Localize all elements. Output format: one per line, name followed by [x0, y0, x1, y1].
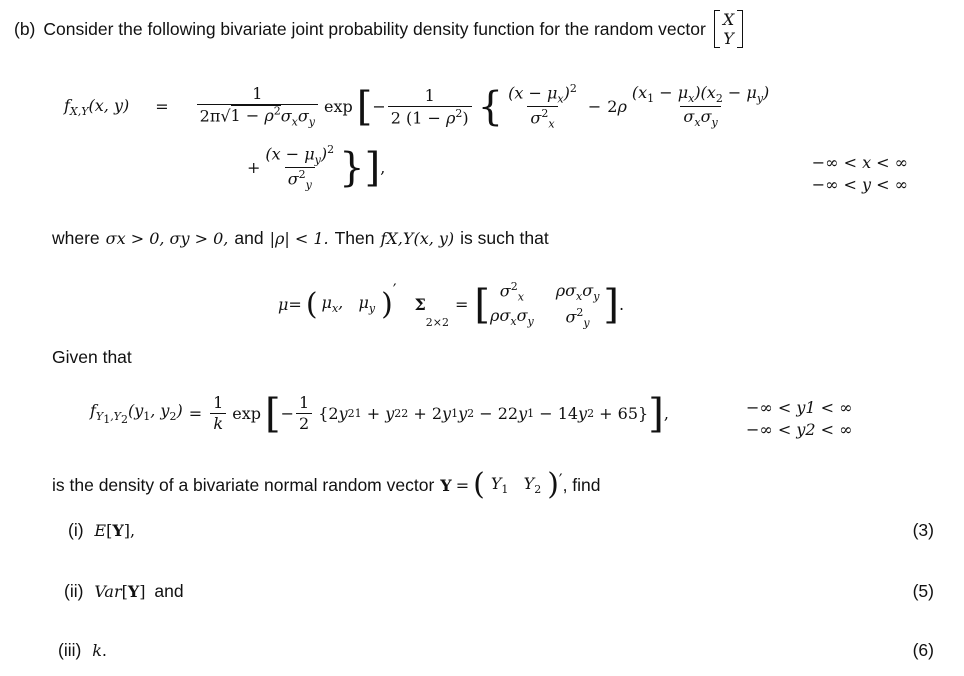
pdf-lhs: $f_{X,Y}(x$, y)	[64, 95, 130, 118]
question-label: (b)	[14, 18, 36, 39]
covariance-matrix: $\sigma^2_x$ $\rho\sigma_x\sigma_y$ $\rho\sigma_x\sigma_y$ $\sigma^2_y$	[490, 280, 600, 330]
random-vector	[714, 10, 743, 48]
then-word: Then	[334, 228, 375, 248]
domain-y2: −∞ < y2 < ∞	[746, 420, 853, 439]
where-word: where	[52, 228, 100, 248]
item-iii: (iii) k.	[58, 640, 107, 660]
item-marks: (5)	[912, 581, 934, 601]
vector-top: X	[722, 10, 735, 29]
given-domain	[746, 397, 852, 441]
domain-y: −∞ < y < ∞	[811, 175, 908, 194]
where-line	[52, 228, 549, 249]
domain-y1: −∞ < y1 < ∞	[746, 398, 853, 417]
given-density-equation: $f_{Y_1,Y_2}(y_1$, $y_2$) = $\frac{1}{k}$ exp [ − $\frac{1}{2}$ {2 y 2 1 + y 2 2 + 2 y 1 y 2 − 22 y 1 − 14 y 2 + 65} ] ,	[90, 390, 669, 437]
find-word: , find	[562, 474, 601, 495]
pdf-domain	[812, 152, 908, 196]
item-ii: (ii) Var[Y] and	[64, 581, 184, 601]
pdf-equation-line1: $f_{X,Y}(x$, y) = $\frac{1}{2\pi√1 - \rho^2\sigma_x\sigma_y}$ exp [ − $\frac{1}{2 (1 - \rho^2)}$ { $\frac{(x - \mu_x)^2}{\sigma^2_x}$ − 2 ρ $\frac{(x_1 - \mu_x)(x_2 - \mu_y)}{\sigma_x\sigma_y}$	[64, 82, 770, 131]
domain-x: −∞ < x < ∞	[811, 153, 908, 172]
rho-condition: |ρ| < 1.	[269, 229, 329, 248]
item-label: (iii)	[58, 640, 82, 660]
density-statement	[52, 467, 601, 502]
mean-cov-equation: μ = ( $\mu_x$, $\mu_y$ ) ′ Σ 2×2 = [ $\sigma^2_x$ $\rho\sigma_x\sigma_y$ $\rho\sigma_x\sigma_y$ $\sigma^2_y$ ] .	[278, 280, 625, 330]
question-intro	[14, 10, 745, 48]
y-vector: Y = ( $Y_1$ $Y_2$ ) ′	[440, 467, 563, 502]
question-intro-text: Consider the following bivariate joint probability density function for the random vector	[43, 18, 706, 39]
pdf-function-ref: fX,Y(x, y)	[380, 229, 455, 248]
pdf-equation-line2: + $\frac{(x - \mu_y)^2}{\sigma^2_y}$ } ] ,	[247, 143, 386, 192]
vector-bottom: Y	[723, 29, 734, 48]
item-marks: (6)	[912, 640, 934, 660]
item-label: (ii)	[64, 581, 84, 601]
given-label: Given that	[52, 347, 132, 367]
item-suffix: and	[154, 581, 184, 601]
item-label: (i)	[68, 520, 84, 540]
pdf-normalizer: $\frac{1}{2\pi√1 - \rho^2\sigma_x\sigma_y}$	[197, 84, 318, 129]
and-word: and	[234, 228, 264, 248]
item-marks: (3)	[912, 520, 934, 540]
sigma-conditions: σx > 0, σy > 0,	[105, 229, 229, 248]
item-i: (i) E[Y],	[68, 520, 136, 540]
such-that: is such that	[460, 228, 549, 248]
density-text: is the density of a bivariate normal random vector	[52, 474, 435, 495]
